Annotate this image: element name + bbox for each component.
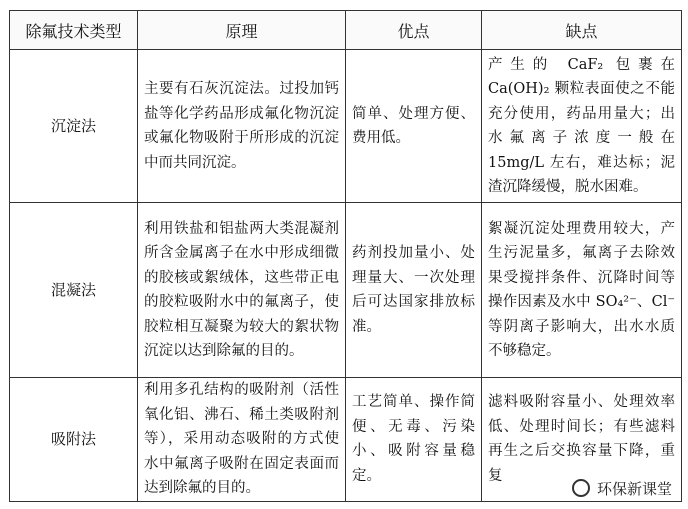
- header-cons: 缺点: [482, 11, 682, 50]
- cell-type: 混凝法: [10, 203, 138, 378]
- header-type: 除氟技术类型: [10, 11, 138, 50]
- watermark-text: 环保新课堂: [596, 480, 672, 498]
- cell-type: 沉淀法: [10, 50, 138, 203]
- cell-principle: 主要有石灰沉淀法。过投加钙盐等化学药品形成氟化物沉淀或氟化物吸附于所形成的沉淀中而共同沉淀。: [138, 50, 346, 203]
- watermark: [570, 478, 674, 499]
- header-principle: 原理: [138, 11, 346, 50]
- cell-principle: 利用多孔结构的吸附剂（活性氧化铝、沸石、稀土类吸附剂等），采用动态吸附的方式使水中氟离子吸附在固定表面而达到除氟的目的。: [138, 378, 346, 502]
- cell-cons: 产生的 CaF₂ 包裹在 Ca(OH)₂ 颗粒表面使之不能充分使用，药品用量大；出水氟离子浓度一般在 15mg/L 左右，难达标；泥渣沉降缓慢，脱水困难。: [482, 50, 682, 203]
- table-row: [10, 50, 682, 203]
- wechat-logo-icon: [572, 479, 590, 497]
- cell-pros: 简单、处理方便、费用低。: [346, 50, 482, 203]
- header-row: [10, 11, 682, 50]
- defluorination-table: [9, 10, 682, 502]
- cell-pros: 药剂投加量小、处理量大、一次处理后可达国家排放标准。: [346, 203, 482, 378]
- cell-cons: 絮凝沉淀处理费用较大，产生污泥量多，氟离子去除效果受搅拌条件、沉降时间等操作因素及水中 SO₄²⁻、Cl⁻等阴离子影响大，出水水质不够稳定。: [482, 203, 682, 378]
- cell-type: 吸附法: [10, 378, 138, 502]
- table-row: [10, 203, 682, 378]
- header-pros: 优点: [346, 11, 482, 50]
- cell-cons: 滤料吸附容量小、处理效率低、处理时间长；有些滤料再生之后交换容量下降，重复: [482, 378, 682, 502]
- cell-principle: 利用铁盐和铝盐两大类混凝剂所含金属离子在水中形成细微的胶核或絮绒体，这些带正电的胶粒吸附水中的氟离子，使胶粒相互凝聚为较大的絮状物沉淀以达到除氟的目的。: [138, 203, 346, 378]
- cell-pros: 工艺简单、操作简便、无毒、污染小、吸附容量稳定。: [346, 378, 482, 502]
